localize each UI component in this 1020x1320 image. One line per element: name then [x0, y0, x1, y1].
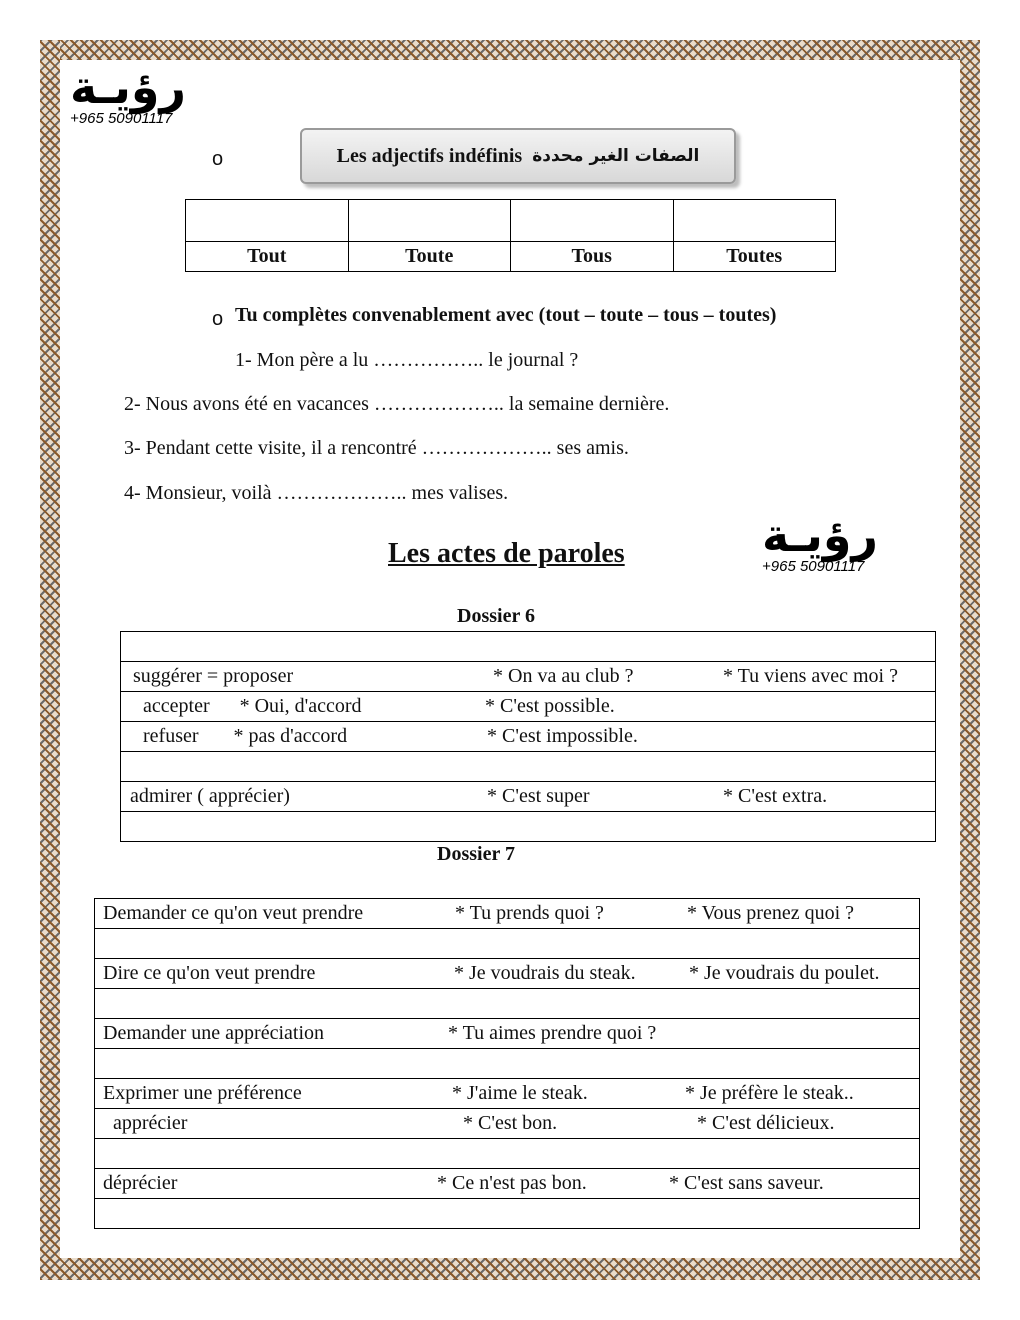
exercise-item-3: 3- Pendant cette visite, il a rencontré ……………….. ses amis.	[124, 437, 629, 459]
adjectives-table	[185, 199, 836, 272]
table-row	[94, 1139, 920, 1169]
page-border-right	[960, 40, 980, 1280]
brand-logo-mark: رؤيـة	[70, 60, 186, 114]
dossier6-cell: accepter * Oui, d'accord	[133, 695, 362, 717]
dossier6-cell: * Tu viens avec moi ?	[723, 665, 898, 687]
table-row	[120, 752, 936, 782]
brand-logo-secondary	[762, 508, 878, 575]
exercise-instruction: Tu complètes convenablement avec (tout – toute – tous – toutes)	[235, 304, 777, 326]
table-row	[94, 1049, 920, 1079]
section-title-banner	[300, 128, 736, 184]
title-bullet: o	[212, 148, 224, 170]
exercise-item-4: 4- Monsieur, voilà ……………….. mes valises.	[124, 482, 509, 504]
brand-phone: +965 50901117	[762, 558, 865, 575]
table-cell	[511, 200, 674, 242]
dossier7-cell: Demander une appréciation	[103, 1022, 325, 1044]
actes-title: Les actes de paroles	[388, 538, 625, 569]
page-border-top	[40, 40, 980, 60]
table-cell	[186, 200, 349, 242]
dossier6-cell: * On va au club ?	[493, 665, 634, 687]
dossier6-cell: suggérer = proposer	[133, 665, 294, 687]
dossier6-cell: * C'est possible.	[485, 695, 615, 717]
dossier7-cell: Exprimer une préférence	[103, 1082, 302, 1104]
brand-logo	[70, 60, 186, 127]
table-row	[120, 631, 936, 662]
table-row	[120, 662, 936, 692]
dossier6-title: Dossier 6	[457, 605, 535, 627]
table-row	[94, 1019, 920, 1049]
table-row	[94, 898, 920, 929]
dossier7-cell: * Je voudrais du poulet.	[689, 962, 880, 984]
dossier7-cell: déprécier	[103, 1172, 178, 1194]
dossier7-table	[94, 898, 920, 1229]
dossier6-table	[120, 631, 936, 842]
header-toute: Toute	[348, 242, 511, 272]
dossier7-cell: * C'est délicieux.	[697, 1112, 835, 1134]
title-arabic: الصفات الغير محددة	[532, 146, 700, 166]
exercise-bullet: o	[212, 308, 224, 330]
dossier6-cell: admirer ( apprécier)	[130, 785, 290, 807]
dossier6-cell: refuser * pas d'accord	[133, 725, 348, 747]
table-row	[94, 1109, 920, 1139]
table-row	[94, 989, 920, 1019]
table-row	[94, 1169, 920, 1199]
dossier7-cell: * Tu prends quoi ?	[455, 902, 604, 924]
dossier7-cell: * Je voudrais du steak.	[454, 962, 636, 984]
exercise-item-1: 1- Mon père a lu …………….. le journal ?	[235, 349, 579, 371]
table-row	[94, 1079, 920, 1109]
dossier7-cell: * C'est bon.	[463, 1112, 558, 1134]
table-cell	[673, 200, 836, 242]
page-border-left	[40, 40, 60, 1280]
dossier7-title: Dossier 7	[437, 843, 515, 865]
table-row	[94, 959, 920, 989]
page-border-bottom	[40, 1258, 980, 1280]
dossier7-cell: * Tu aimes prendre quoi ?	[448, 1022, 657, 1044]
header-tous: Tous	[511, 242, 674, 272]
dossier6-cell: * C'est impossible.	[487, 725, 638, 747]
table-row	[120, 812, 936, 842]
table-row	[94, 1199, 920, 1229]
brand-logo-mark: رؤيـة	[762, 508, 878, 562]
header-toutes: Toutes	[673, 242, 836, 272]
brand-phone: +965 50901117	[70, 110, 173, 127]
dossier7-cell: * Vous prenez quoi ?	[687, 902, 855, 924]
header-tout: Tout	[186, 242, 349, 272]
table-row	[120, 722, 936, 752]
table-cell	[348, 200, 511, 242]
dossier7-cell: Demander ce qu'on veut prendre	[103, 902, 364, 924]
dossier7-cell: * J'aime le steak.	[452, 1082, 588, 1104]
dossier7-cell: apprécier	[103, 1112, 188, 1134]
table-row	[120, 692, 936, 722]
table-row	[94, 929, 920, 959]
title-french: Les adjectifs indéfinis	[336, 144, 523, 167]
dossier6-cell: * C'est extra.	[723, 785, 828, 807]
dossier7-cell: * Je préfère le steak..	[685, 1082, 854, 1104]
table-row	[120, 782, 936, 812]
exercise-item-2: 2- Nous avons été en vacances ……………….. la semaine dernière.	[124, 393, 670, 415]
dossier6-cell: * C'est super	[487, 785, 590, 807]
dossier7-cell: * C'est sans saveur.	[669, 1172, 824, 1194]
dossier7-cell: * Ce n'est pas bon.	[437, 1172, 587, 1194]
dossier7-cell: Dire ce qu'on veut prendre	[103, 962, 316, 984]
